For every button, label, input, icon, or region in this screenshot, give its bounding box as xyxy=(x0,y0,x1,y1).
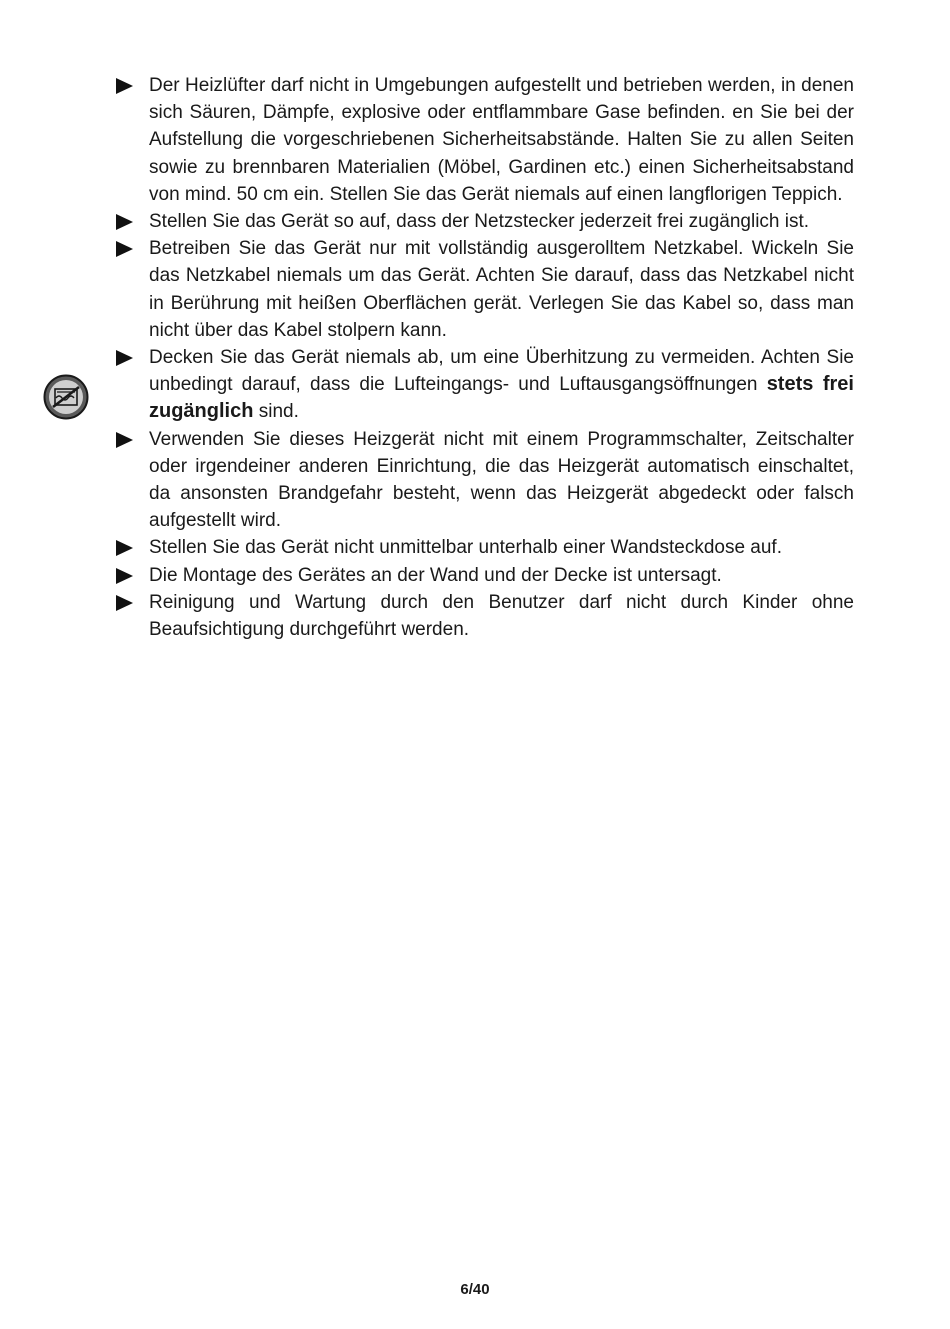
list-item xyxy=(116,344,854,426)
safety-instructions xyxy=(116,72,854,643)
list-item xyxy=(116,72,854,208)
list-item xyxy=(116,208,854,235)
list-item-emphasis: stets frei zugänglich xyxy=(149,373,854,423)
triangle-arrow-icon xyxy=(116,214,133,230)
triangle-arrow-icon xyxy=(116,350,133,366)
list-item xyxy=(116,589,854,643)
triangle-arrow-icon xyxy=(116,540,133,556)
list-item-text-end: sind. xyxy=(253,401,299,423)
triangle-arrow-icon xyxy=(116,78,133,94)
triangle-arrow-icon xyxy=(116,241,133,257)
list-item-text: Betreiben Sie das Gerät nur mit vollständig ausgerolltem Netzkabel. Wickeln Sie das Netzkabel niemals um das Gerät. Achten Sie darauf, dass das Netzkabel nicht in Berührung mit heißen Oberflächen gerät. Verlegen Sie das Kabel so, dass man nicht über das Kabel stolpern kann. xyxy=(149,238,854,341)
list-item-text: Die Montage des Gerätes an der Wand und der Decke ist untersagt. xyxy=(149,564,722,586)
list-item-text: Der Heizlüfter darf nicht in Umgebungen aufgestellt und betrieben werden, in denen sich Säuren, Dämpfe, explosive oder entflammbare Gase befinden. en Sie bei der Aufstellung die vorgeschriebenen Sicherheitsabstände. Halten Sie zu allen Seiten sowie zu brennbaren Materialien (Möbel, Gardinen etc.) einen Sicherheitsabstand von mind. 50 cm ein. Stellen Sie das Gerät niemals auf einen langflorigen Teppich. xyxy=(149,75,854,205)
list-item-text: Decken Sie das Gerät niemals ab, um eine Überhitzung zu vermeiden. Achten Sie unbedingt darauf, dass die Lufteingangs- und Luftausgangsöffnungen xyxy=(149,347,854,396)
list-item-text: Stellen Sie das Gerät so auf, dass der Netzstecker jederzeit frei zugänglich ist. xyxy=(149,211,810,233)
do-not-cover-icon xyxy=(43,374,89,420)
list-item-text: Reinigung und Wartung durch den Benutzer darf nicht durch Kinder ohne Beaufsichtigung durchgeführt werden. xyxy=(149,591,854,641)
list-item-text: Verwenden Sie dieses Heizgerät nicht mit einem Programmschalter, Zeitschalter oder irgendeiner anderen Einrichtung, die das Heizgerät automatisch einschaltet, da ansonsten Brandgefahr besteht, wenn das Heizgerät abgedeckt oder falsch aufgestellt wird. xyxy=(149,428,854,532)
list-item-text: Stellen Sie das Gerät nicht unmittelbar unterhalb einer Wandsteckdose auf. xyxy=(149,537,782,559)
list-item xyxy=(116,534,854,561)
page-number: 6/40 xyxy=(460,1281,490,1298)
triangle-arrow-icon xyxy=(116,595,133,611)
list-item xyxy=(116,235,854,344)
list-item xyxy=(116,426,854,535)
triangle-arrow-icon xyxy=(116,568,133,584)
triangle-arrow-icon xyxy=(116,432,133,448)
list-item xyxy=(116,562,854,589)
